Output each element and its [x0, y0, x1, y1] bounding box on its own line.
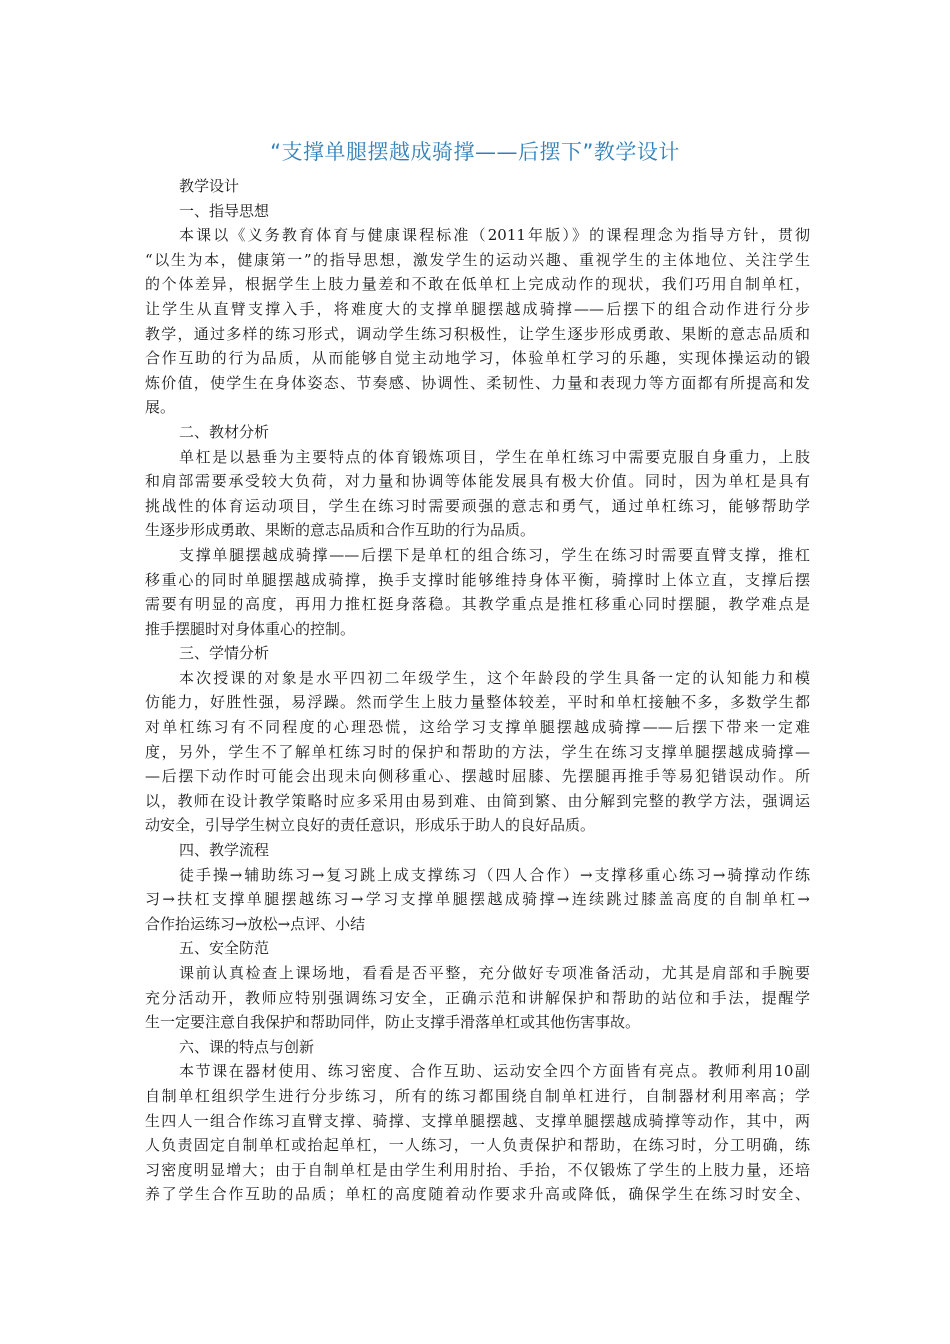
- section-heading: 六、课的特点与创新: [179, 1037, 315, 1056]
- paragraph-line: 的个体差异，根据学生上肢力量差和不敢在低单杠上完成动作的现状，我们巧用自制单杠，: [145, 275, 810, 294]
- paragraph-line: 人负责固定自制单杠或抬起单杠，一人练习，一人负责保护和帮助，在练习时，分工明确，练: [145, 1136, 810, 1155]
- paragraph-line: 炼价值，使学生在身体姿态、节奏感、协调性、柔韧性、力量和表现力等方面都有所提高和发: [145, 373, 810, 392]
- paragraph-line: 本次授课的对象是水平四初二年级学生，这个年龄段的学生具备一定的认知能力和模: [179, 668, 810, 687]
- paragraph-line: 生一定要注意自我保护和帮助同伴，防止支撑手滑落单杠或其他伤害事故。: [145, 1013, 641, 1032]
- section-heading: 一、指导思想: [179, 201, 270, 220]
- paragraph-line: 单杠是以悬垂为主要特点的体育锻炼项目，学生在单杠练习中需要克服自身重力，上肢: [179, 447, 810, 466]
- section-heading: 教学设计: [179, 177, 240, 195]
- paragraph-line: 生四人一组合作练习直臂支撑、骑撑、支撑单腿摆越、支撑单腿摆越成骑撑等动作，其中，两: [145, 1111, 810, 1130]
- paragraph-line: —后摆下动作时可能会出现未向侧移重心、摆越时屈膝、先摆腿再推手等易犯错误动作。所: [145, 767, 810, 786]
- section-heading: 五、安全防范: [179, 939, 270, 958]
- section-heading: 四、教学流程: [179, 841, 270, 860]
- paragraph-line: 以，教师在设计教学策略时应多采用由易到难、由简到繁、由分解到完整的教学方法，强调运: [145, 791, 810, 810]
- paragraph-line: 本课以《义务教育体育与健康课程标准（2011年版）》的课程理念为指导方针，贯彻: [179, 226, 810, 245]
- paragraph-line: 度，另外，学生不了解单杠练习时的保护和帮助的方法，学生在练习支撑单腿摆越成骑撑—: [145, 742, 810, 761]
- paragraph-line: 支撑单腿摆越成骑撑——后摆下是单杠的组合练习，学生在练习时需要直臂支撑，推杠: [179, 545, 810, 564]
- paragraph-line: 需要有明显的高度，再用力推杠挺身落稳。其教学重点是推杠移重心同时摆腿，教学难点是: [145, 595, 810, 614]
- paragraph-line: 习→扶杠支撑单腿摆越练习→学习支撑单腿摆越成骑撑→连续跳过膝盖高度的自制单杠→: [145, 890, 810, 909]
- paragraph-line: 充分活动开，教师应特别强调练习安全，正确示范和讲解保护和帮助的站位和手法，提醒学: [145, 988, 810, 1007]
- paragraph-line: 挑战性的体育运动项目，学生在练习时需要顽强的意志和勇气，通过单杠练习，能够帮助学: [145, 496, 810, 515]
- paragraph-line: 合作抬运练习→放松→点评、小结: [145, 914, 366, 933]
- paragraph-line: 徒手操→辅助练习→复习跳上成支撑练习（四人合作）→支撑移重心练习→骑撑动作练: [179, 865, 810, 884]
- paragraph-line: 养了学生合作互助的品质；单杠的高度随着动作要求升高或降低，确保学生在练习时安全、: [145, 1185, 810, 1204]
- paragraph-line: 课前认真检查上课场地，看看是否平整，充分做好专项准备活动，尤其是肩部和手腕要: [179, 964, 810, 982]
- document-title: “支撑单腿摆越成骑撑——后摆下”教学设计: [270, 140, 680, 164]
- paragraph-line: 和肩部需要承受较大负荷，对力量和协调等体能发展具有极大价值。同时，因为单杠是具有: [145, 472, 810, 491]
- paragraph-line: 习密度明显增大；由于自制单杠是由学生利用肘抬、手抬，不仅锻炼了学生的上肢力量，还培: [145, 1160, 810, 1179]
- paragraph-line: 移重心的同时单腿摆越成骑撑，换手支撑时能够维持身体平衡，骑撑时上体立直，支撑后摆: [145, 570, 810, 589]
- section-heading: 三、学情分析: [179, 644, 270, 663]
- paragraph-line: 展。: [145, 398, 176, 417]
- section-heading: 二、教材分析: [179, 422, 270, 441]
- paragraph-line: 教学，通过多样的练习形式，调动学生练习积极性，让学生逐步形成勇敢、果断的意志品质和: [145, 324, 810, 343]
- paragraph-line: 自制单杠组织学生进行分步练习，所有的练习都围绕自制单杠进行，自制器材利用率高；学: [145, 1086, 810, 1105]
- paragraph-line: 合作互助的行为品质，从而能够自觉主动地学习，体验单杠学习的乐趣，实现体操运动的锻: [145, 349, 810, 368]
- paragraph-line: 生逐步形成勇敢、果断的意志品质和合作互助的行为品质。: [145, 521, 536, 540]
- paragraph-line: 推手摆腿时对身体重心的控制。: [145, 619, 356, 638]
- paragraph-line: 对单杠练习有不同程度的心理恐慌，这给学习支撑单腿摆越成骑撑——后摆下带来一定难: [145, 718, 810, 737]
- paragraph-line: 让学生从直臂支撑入手，将难度大的支撑单腿摆越成骑撑——后摆下的组合动作进行分步: [145, 299, 810, 318]
- paragraph-line: 本节课在器材使用、练习密度、合作互助、运动安全四个方面皆有亮点。教师利用10副: [179, 1062, 810, 1081]
- paragraph-line: 仿能力，好胜性强，易浮躁。然而学生上肢力量整体较差，平时和单杠接触不多，多数学生都: [145, 693, 810, 712]
- paragraph-line: “以生为本，健康第一”的指导思想，激发学生的运动兴趣、重视学生的主体地位、关注学生: [145, 250, 810, 269]
- paragraph-line: 动安全，引导学生树立良好的责任意识，形成乐于助人的良好品质。: [145, 816, 596, 835]
- document-body: [145, 174, 810, 1207]
